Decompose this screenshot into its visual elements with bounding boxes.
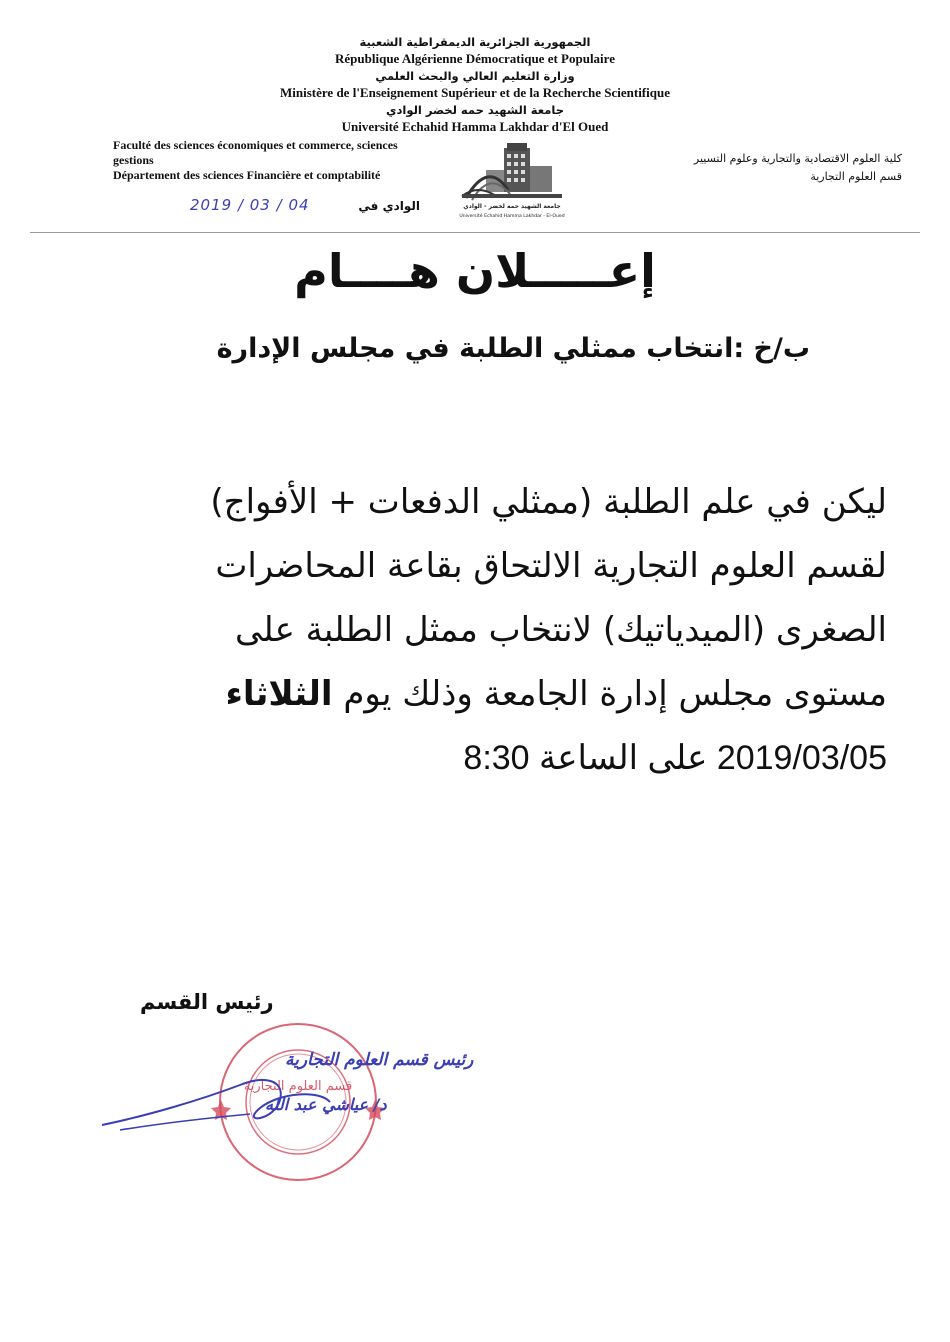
faculty-block-ar — [642, 150, 902, 186]
handwritten-date: 2019 / 03 / 04 — [190, 196, 310, 214]
body-line-3: الصغرى (الميدياتيك) لانتخاب ممثل الطلبة على — [234, 610, 887, 650]
header-republic-fr: République Algérienne Démocratique et Populaire — [335, 51, 615, 66]
body-line-4 — [95, 662, 887, 726]
faculty-block-fr — [113, 138, 453, 183]
signature-name-line-1: رئيس قسم العلوم التجارية — [285, 1050, 474, 1070]
logo-caption-fr: Université Echahid Hamma Lakhdar - El-Oued — [459, 214, 565, 219]
notice-body — [95, 470, 887, 790]
body-line-5: 2019/03/05 على الساعة 8:30 — [463, 739, 887, 777]
faculty-ar-line2: قسم العلوم التجارية — [810, 170, 902, 183]
signature-stamp-area — [90, 1030, 474, 1230]
date-row — [190, 196, 420, 218]
header-university-ar: جامعة الشهيد حمه لخضر الوادي — [385, 103, 564, 117]
signature-title: رئيس القسم — [140, 990, 274, 1014]
header-ministry-ar: وزارة التعليم العالي والبحث العلمي — [375, 69, 575, 83]
body-line-1: ليكن في علم الطلبة (ممثلي الدفعات + الأفواج) — [210, 482, 887, 522]
notice-subject: ب/خ :انتخاب ممثلي الطلبة في مجلس الإدارة — [216, 333, 810, 364]
university-logo — [458, 140, 566, 222]
body-line-4-text: مستوى مجلس إدارة الجامعة وذلك يوم — [332, 674, 887, 714]
logo-caption-ar: جامعة الشهيد حمه لخضر - الوادي — [463, 203, 561, 210]
faculty-fr-line3: Département des sciences Financière et comptabilité — [113, 168, 381, 182]
faculty-fr-line1: Faculté des sciences économiques et commerce, sciences — [113, 138, 398, 152]
header-ministry-fr: Ministère de l'Enseignement Supérieur et de la Recherche Scientifique — [280, 85, 670, 100]
header-university-fr: Université Echahid Hamma Lakhdar d'El Oued — [341, 119, 609, 134]
date-label: الوادي في — [358, 199, 420, 213]
stamp-center-text: قسم العلوم التجارية — [243, 1079, 353, 1094]
body-line-2: لقسم العلوم التجارية الالتحاق بقاعة المحاضرات — [215, 546, 887, 586]
faculty-ar-line1: كلية العلوم الاقتصادية والتجارية وعلوم التسيير — [693, 152, 902, 165]
header-divider — [30, 232, 920, 233]
body-line-4-day: الثلاثاء — [225, 674, 333, 714]
signature-name-line-2: د/ عياشي عبد الله — [265, 1095, 387, 1114]
header-republic-ar: الجمهورية الجزائرية الديمقراطية الشعبية — [359, 35, 591, 49]
faculty-fr-line2: gestions — [113, 153, 154, 167]
notice-title: إعـــــلان هــــام — [294, 244, 656, 298]
